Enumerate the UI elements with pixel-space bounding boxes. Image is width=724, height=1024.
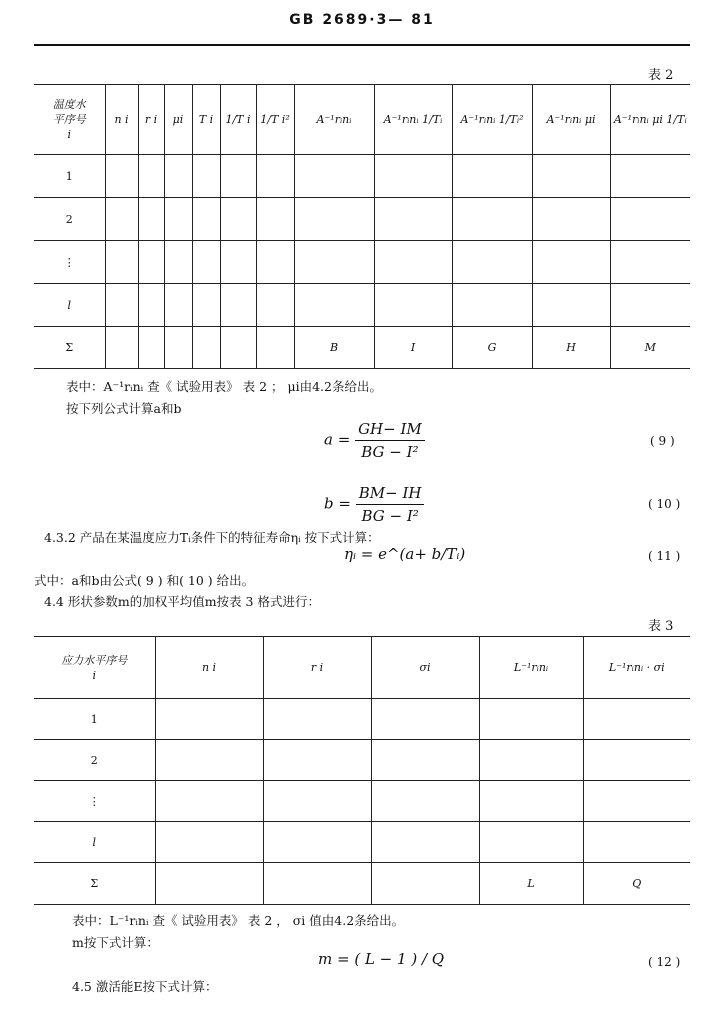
formula-b-numerator: BM− IH <box>356 484 425 505</box>
table2-col-header: 1/T i <box>220 85 256 155</box>
row-index: 1 <box>34 155 105 198</box>
table-row <box>34 699 690 740</box>
row-index: l <box>34 284 105 327</box>
page-header: GB 2689·3— 81 <box>289 12 435 28</box>
sum-cell: Q <box>583 863 690 905</box>
formula-a-denominator: BG − I² <box>361 443 419 461</box>
table3-note: 表中：L⁻¹rᵢnᵢ 查《 试验用表》 表 2 ， σi 值由4.2条给出。 <box>72 913 405 928</box>
sum-cell: L <box>479 863 583 905</box>
m-calc-instruction: m按下式计算： <box>72 935 159 950</box>
table2-col-header: A⁻¹rᵢnᵢ 1/Tᵢ <box>374 85 452 155</box>
row-index: l <box>34 822 155 863</box>
row-index: 1 <box>34 699 155 740</box>
formula-a-lhs: a = <box>324 430 351 449</box>
equation-number: ( 12 ) <box>648 955 681 969</box>
row-index: 2 <box>34 198 105 241</box>
table-row <box>34 198 690 241</box>
table2-col-header: A⁻¹rᵢnᵢ 1/Tᵢ² <box>452 85 532 155</box>
formula-m: m = ( L − 1 ) / Q <box>318 950 445 968</box>
formula-eta: ηᵢ = e^(a+ b/Tᵢ) <box>344 545 466 563</box>
table3-col-header: r i <box>263 637 371 699</box>
sum-cell: H <box>532 327 610 369</box>
table3-label: 表 3 <box>648 619 674 634</box>
table-row <box>34 241 690 284</box>
table2-col-header: A⁻¹rᵢnᵢ μi <box>532 85 610 155</box>
table2-sum-row <box>34 327 690 369</box>
table2-col-header: 温度水 平序号 i <box>34 85 105 155</box>
sum-cell: I <box>374 327 452 369</box>
formula-b-denominator: BG − I² <box>361 507 419 525</box>
table-row <box>34 822 690 863</box>
table2-col-header: r i <box>138 85 164 155</box>
table-row <box>34 740 690 781</box>
row-index: 2 <box>34 740 155 781</box>
row-index: Σ <box>34 863 155 905</box>
table-row <box>34 781 690 822</box>
sum-cell: B <box>294 327 374 369</box>
table2-note: 表中：A⁻¹rᵢnᵢ 查《 试验用表》 表 2 ； μi由4.2条给出。 <box>66 379 382 394</box>
table2-col-header: T i <box>192 85 220 155</box>
section-4-3-2: 4.3.2 产品在某温度应力Tᵢ条件下的特征寿命ηᵢ 按下式计算： <box>44 530 380 545</box>
row-index: ⋮ <box>34 781 155 822</box>
section-4-5: 4.5 激活能E按下式计算： <box>72 979 218 994</box>
sum-cell: G <box>452 327 532 369</box>
table3-header-row <box>34 637 690 699</box>
formula-b <box>324 484 424 525</box>
formula-a-numerator: GH− IM <box>355 420 425 441</box>
row-index: ⋮ <box>34 241 105 284</box>
table2-col-header: n i <box>105 85 138 155</box>
table3-col-header: 应力水平序号 i <box>34 637 155 699</box>
table3-col-header: L⁻¹rᵢnᵢ · σi <box>583 637 690 699</box>
table3-col-header: σi <box>371 637 479 699</box>
table2 <box>34 84 690 369</box>
formula-b-fraction <box>356 484 425 525</box>
equation-number: ( 11 ) <box>648 549 681 563</box>
calc-instruction: 按下列公式计算a和b <box>66 401 182 416</box>
table3-col-header: n i <box>155 637 263 699</box>
table2-col-header: μi <box>164 85 192 155</box>
table3-sum-row <box>34 863 690 905</box>
formula-note: 式中：a和b由公式( 9 ) 和( 10 ) 给出。 <box>34 573 255 588</box>
header-rule <box>34 44 690 46</box>
table3 <box>34 636 690 905</box>
formula-a <box>324 420 425 461</box>
formula-b-lhs: b = <box>324 494 351 513</box>
row-index: Σ <box>34 327 105 369</box>
table2-header-row <box>34 85 690 155</box>
table2-col-header: A⁻¹rᵢnᵢ μi 1/Tᵢ <box>610 85 690 155</box>
table-row <box>34 155 690 198</box>
table3-col-header: L⁻¹rᵢnᵢ <box>479 637 583 699</box>
table2-label: 表 2 <box>648 68 674 83</box>
formula-a-fraction <box>355 420 425 461</box>
sum-cell: M <box>610 327 690 369</box>
equation-number: ( 10 ) <box>648 497 681 511</box>
table2-col-header: A⁻¹rᵢnᵢ <box>294 85 374 155</box>
section-4-4: 4.4 形状参数m的加权平均值m按表 3 格式进行： <box>44 594 320 609</box>
table2-col-header: 1/T i² <box>256 85 294 155</box>
table-row <box>34 284 690 327</box>
equation-number: ( 9 ) <box>650 434 675 448</box>
